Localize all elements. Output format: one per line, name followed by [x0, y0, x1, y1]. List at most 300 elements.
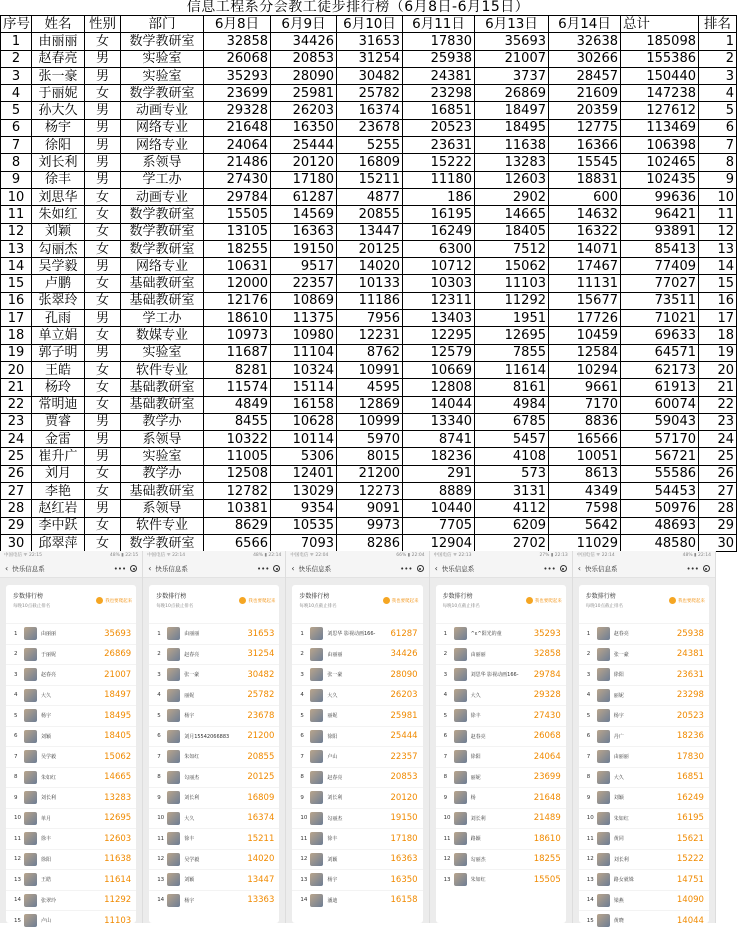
leaderboard-row[interactable] — [149, 890, 279, 911]
user-name: 杨宇 — [184, 897, 195, 904]
table-cell: 18255 — [204, 240, 271, 257]
rank-number: 3 — [443, 671, 448, 678]
table-cell: 10133 — [337, 275, 403, 292]
leaderboard-row[interactable] — [6, 808, 136, 829]
table-cell: 9517 — [271, 258, 337, 275]
back-arrow-icon[interactable]: ‹ — [291, 564, 295, 573]
table-cell: 19 — [1, 344, 32, 361]
rank-number: 11 — [586, 835, 594, 842]
avatar — [454, 832, 467, 845]
leaderboard-row[interactable] — [579, 746, 709, 767]
rank-number: 10 — [586, 815, 594, 822]
table-row — [1, 50, 737, 67]
step-count: 26203 — [390, 690, 418, 701]
encourage-button[interactable] — [96, 597, 132, 604]
table-cell: 学工办 — [121, 171, 204, 188]
table-cell: 30482 — [337, 67, 403, 84]
table-cell: 金雷 — [32, 431, 85, 448]
table-cell: 女 — [85, 396, 121, 413]
step-count: 14090 — [676, 895, 704, 906]
step-count: 20855 — [247, 751, 275, 762]
leaderboard-row[interactable] — [6, 664, 136, 685]
table-cell: 29328 — [204, 102, 271, 119]
leaderboard-row[interactable] — [6, 726, 136, 747]
leaderboard-row[interactable] — [579, 910, 709, 931]
step-count: 19150 — [390, 813, 418, 824]
avatar — [310, 730, 323, 743]
rank-number: 9 — [443, 794, 448, 801]
step-count: 11614 — [104, 874, 132, 885]
leaderboard-row[interactable] — [6, 910, 136, 931]
table-cell: 60074 — [621, 396, 699, 413]
leaderboard-row[interactable] — [292, 767, 422, 788]
leaderboard-row[interactable] — [436, 787, 566, 808]
step-count: 16809 — [247, 792, 275, 803]
table-cell: 18495 — [475, 119, 549, 136]
table-cell: 5 — [1, 102, 32, 119]
table-cell: 7093 — [271, 534, 337, 551]
leaderboard-row[interactable] — [292, 808, 422, 829]
table-cell: 12782 — [204, 483, 271, 500]
leaderboard-row[interactable] — [149, 664, 279, 685]
more-dots-icon[interactable]: ••• — [543, 564, 556, 573]
table-cell: 99636 — [621, 188, 699, 205]
table-row — [1, 413, 737, 430]
leaderboard-row[interactable] — [579, 664, 709, 685]
leaderboard-row[interactable] — [292, 644, 422, 665]
leaderboard-row[interactable] — [292, 746, 422, 767]
leaderboard-row[interactable] — [149, 787, 279, 808]
close-target-icon[interactable] — [273, 565, 280, 572]
leaderboard-row[interactable] — [6, 746, 136, 767]
leaderboard-row[interactable] — [292, 869, 422, 890]
table-row — [1, 67, 737, 84]
step-count: 21007 — [104, 669, 132, 680]
avatar — [454, 812, 467, 825]
avatar — [310, 853, 323, 866]
avatar — [24, 730, 37, 743]
table-cell: 71021 — [621, 310, 699, 327]
coin-icon — [239, 597, 246, 604]
leaderboard-row[interactable] — [579, 828, 709, 849]
leaderboard-row[interactable] — [6, 787, 136, 808]
leaderboard-row[interactable] — [579, 767, 709, 788]
user-name: 张一豪 — [184, 672, 200, 679]
leaderboard-row[interactable] — [579, 623, 709, 644]
table-cell: 7512 — [475, 240, 549, 257]
table-cell: 25782 — [337, 85, 403, 102]
table-cell: 9 — [1, 171, 32, 188]
user-name: 张翠玲 — [41, 897, 57, 904]
table-row — [1, 431, 737, 448]
leaderboard-row[interactable] — [436, 746, 566, 767]
table-cell: 数学教研室 — [121, 223, 204, 240]
leaderboard-row[interactable] — [436, 849, 566, 870]
table-cell: 30 — [1, 534, 32, 551]
leaderboard-row[interactable] — [6, 623, 136, 644]
table-cell: 25 — [1, 448, 32, 465]
table-cell: 10535 — [271, 517, 337, 534]
phone-screen — [430, 551, 573, 923]
table-cell: 8762 — [337, 344, 403, 361]
leaderboard-row[interactable] — [436, 869, 566, 890]
step-count: 18497 — [104, 690, 132, 701]
col-header: 序号 — [1, 16, 32, 33]
table-cell: 12808 — [403, 379, 475, 396]
table-cell: 基础教研室 — [121, 275, 204, 292]
rank-number: 12 — [14, 856, 21, 863]
user-name: 赵春亮 — [470, 733, 486, 740]
card-title: 步数排行榜 — [299, 593, 330, 600]
leaderboard-row[interactable] — [579, 808, 709, 829]
user-name: 卢山 — [327, 754, 338, 761]
close-target-icon[interactable] — [703, 565, 710, 572]
table-cell: 600 — [549, 188, 621, 205]
table-cell: 男 — [85, 119, 121, 136]
table-cell: 数学教研室 — [121, 33, 204, 50]
leaderboard-row[interactable] — [149, 623, 279, 644]
table-cell: 徐丰 — [32, 171, 85, 188]
more-dots-icon[interactable]: ••• — [686, 564, 699, 573]
leaderboard-row[interactable] — [436, 664, 566, 685]
table-cell: 13029 — [271, 483, 337, 500]
card-header — [292, 585, 422, 623]
table-row — [1, 171, 737, 188]
table-cell: 16809 — [337, 154, 403, 171]
rank-number: 15 — [586, 917, 594, 924]
table-cell: 25444 — [271, 137, 337, 154]
table-cell: 5642 — [549, 517, 621, 534]
leaderboard-row[interactable] — [292, 849, 422, 870]
table-cell: 数学教研室 — [121, 85, 204, 102]
avatar — [24, 853, 37, 866]
user-name: 梁燕 — [613, 897, 624, 904]
leaderboard-row[interactable] — [6, 767, 136, 788]
leaderboard-row[interactable] — [292, 685, 422, 706]
leaderboard-row[interactable] — [149, 808, 279, 829]
table-cell: 男 — [85, 258, 121, 275]
table-row — [1, 137, 737, 154]
table-cell: 刘月 — [32, 465, 85, 482]
leaderboard-row[interactable] — [292, 623, 422, 644]
table-cell: 26203 — [271, 102, 337, 119]
leaderboard-row[interactable] — [292, 787, 422, 808]
table-cell: 12 — [1, 223, 32, 240]
leaderboard-row[interactable] — [149, 767, 279, 788]
leaderboard-row[interactable] — [149, 644, 279, 665]
table-cell: 31254 — [337, 50, 403, 67]
step-count: 20523 — [676, 710, 704, 721]
table-cell: 28 — [699, 500, 737, 517]
encourage-button[interactable] — [669, 597, 705, 604]
leaderboard-row[interactable] — [149, 705, 279, 726]
step-count: 23699 — [533, 772, 561, 783]
back-arrow-icon[interactable]: ‹ — [577, 564, 581, 573]
rank-number: 9 — [586, 794, 591, 801]
step-count: 61287 — [390, 628, 418, 639]
avatar — [454, 668, 467, 681]
step-count: 29784 — [533, 669, 561, 680]
table-cell: 8161 — [475, 379, 549, 396]
back-arrow-icon[interactable]: ‹ — [5, 564, 9, 573]
leaderboard-row[interactable] — [149, 869, 279, 890]
rank-number: 3 — [157, 671, 161, 678]
avatar — [24, 832, 37, 845]
table-cell: 48580 — [621, 534, 699, 551]
back-arrow-icon[interactable]: ‹ — [148, 564, 152, 573]
leaderboard-row[interactable] — [292, 705, 422, 726]
nav-title: 快乐信息系 — [584, 565, 618, 573]
encourage-button[interactable] — [383, 597, 419, 604]
leaderboard-row[interactable] — [292, 664, 422, 685]
table-cell: 张翠玲 — [32, 292, 85, 309]
avatar — [310, 894, 323, 907]
table-cell: 10712 — [403, 258, 475, 275]
table-cell: 10324 — [271, 361, 337, 378]
leaderboard-row[interactable] — [579, 869, 709, 890]
table-cell: 20125 — [337, 240, 403, 257]
step-count: 24381 — [676, 649, 704, 660]
table-cell: 20120 — [271, 154, 337, 171]
avatar — [597, 668, 610, 681]
avatar — [310, 750, 323, 763]
avatar — [24, 771, 37, 784]
leaderboard-row[interactable] — [579, 705, 709, 726]
user-name: 大久 — [41, 692, 52, 699]
leaderboard-row[interactable] — [6, 705, 136, 726]
step-count: 25782 — [247, 690, 275, 701]
leaderboard-row[interactable] — [6, 890, 136, 911]
avatar — [597, 812, 610, 825]
table-cell: 29 — [699, 517, 737, 534]
table-cell: 54453 — [621, 483, 699, 500]
more-dots-icon[interactable]: ••• — [256, 564, 270, 573]
leaderboard-row[interactable] — [292, 828, 422, 849]
nav-bar — [143, 560, 285, 578]
rank-number: 12 — [157, 856, 165, 863]
leaderboard-row[interactable] — [579, 849, 709, 870]
table-cell: 18831 — [549, 171, 621, 188]
leaderboard-row[interactable] — [579, 644, 709, 665]
table-cell: 10440 — [403, 500, 475, 517]
table-cell: 12231 — [337, 327, 403, 344]
leaderboard-row[interactable] — [149, 726, 279, 747]
avatar — [454, 750, 467, 763]
status-bar — [143, 551, 285, 560]
user-name: 路女就姝 — [613, 877, 634, 884]
table-cell: 女 — [85, 292, 121, 309]
table-row — [1, 85, 737, 102]
leaderboard-row[interactable] — [579, 726, 709, 747]
table-cell: 教学办 — [121, 465, 204, 482]
table-cell: 12584 — [549, 344, 621, 361]
leaderboard-card — [292, 585, 422, 923]
leaderboard-row[interactable] — [149, 685, 279, 706]
table-cell: 20523 — [403, 119, 475, 136]
step-count: 18610 — [533, 833, 561, 844]
user-name: 吴学毅 — [184, 856, 200, 863]
leaderboard-row[interactable] — [292, 726, 422, 747]
col-header: 排名 — [699, 16, 737, 33]
user-name: 刘思华 影视动画166- — [327, 631, 376, 638]
table-cell: 李中跃 — [32, 517, 85, 534]
table-cell: 男 — [85, 500, 121, 517]
table-cell: 郭子明 — [32, 344, 85, 361]
leaderboard-row[interactable] — [292, 890, 422, 911]
nav-bar — [286, 560, 428, 578]
leaderboard-row[interactable] — [436, 828, 566, 849]
table-cell: 14665 — [475, 206, 549, 223]
leaderboard-row[interactable] — [6, 849, 136, 870]
card-subtitle: 每晚10点截止排名 — [442, 604, 480, 609]
table-cell: 13447 — [337, 223, 403, 240]
table-cell: 20853 — [271, 50, 337, 67]
table-cell: 邱翠萍 — [32, 534, 85, 551]
table-cell: 55586 — [621, 465, 699, 482]
table-cell: 6785 — [475, 413, 549, 430]
table-cell: 35693 — [475, 33, 549, 50]
avatar — [167, 689, 180, 702]
table-cell: 25938 — [403, 50, 475, 67]
step-count: 21200 — [247, 731, 275, 742]
user-name: 王皓 — [41, 877, 52, 884]
leaderboard-row[interactable] — [436, 623, 566, 644]
table-cell: 16374 — [337, 102, 403, 119]
leaderboard-row[interactable] — [579, 787, 709, 808]
more-dots-icon[interactable]: ••• — [113, 564, 127, 573]
table-cell: 15545 — [549, 154, 621, 171]
leaderboard-row[interactable] — [436, 808, 566, 829]
table-cell: 由丽丽 — [32, 33, 85, 50]
close-target-icon[interactable] — [560, 565, 567, 572]
rank-number: 9 — [14, 794, 18, 801]
leaderboard-row[interactable] — [149, 828, 279, 849]
step-count: 26869 — [104, 649, 132, 660]
col-header: 性别 — [85, 16, 121, 33]
table-cell: 男 — [85, 154, 121, 171]
table-cell: 动画专业 — [121, 188, 204, 205]
table-cell: 11375 — [271, 310, 337, 327]
rank-number: 4 — [300, 692, 304, 699]
step-count: 16363 — [390, 854, 418, 865]
table-cell: 11104 — [271, 344, 337, 361]
rank-number: 2 — [300, 651, 304, 658]
leaderboard-row[interactable] — [6, 644, 136, 665]
leaderboard-row[interactable] — [579, 890, 709, 911]
encourage-button[interactable] — [239, 597, 275, 604]
step-count: 25938 — [676, 628, 704, 639]
table-cell: 32638 — [549, 33, 621, 50]
table-cell: 15211 — [337, 171, 403, 188]
leaderboard-row[interactable] — [149, 849, 279, 870]
table-cell: 9354 — [271, 500, 337, 517]
table-row — [1, 188, 737, 205]
leaderboard-row[interactable] — [149, 746, 279, 767]
table-cell: 软件专业 — [121, 361, 204, 378]
table-cell: 2 — [1, 50, 32, 67]
rank-number: 10 — [14, 815, 21, 822]
table-cell: 21 — [699, 379, 737, 396]
user-name: 丹广 — [613, 733, 624, 740]
table-cell: 基础教研室 — [121, 396, 204, 413]
encourage-button[interactable] — [526, 597, 562, 604]
leaderboard-row[interactable] — [436, 644, 566, 665]
leaderboard-card — [149, 585, 279, 923]
step-count: 26068 — [533, 731, 561, 742]
table-cell: 女 — [85, 361, 121, 378]
table-row — [1, 240, 737, 257]
rank-number: 1 — [14, 630, 18, 637]
leaderboard-row[interactable] — [6, 828, 136, 849]
card-subtitle: 每晚10点截止排名 — [13, 604, 51, 609]
rank-number: 11 — [14, 835, 21, 842]
table-cell: 卢鹏 — [32, 275, 85, 292]
card-subtitle: 每晚10点截止排名 — [299, 604, 337, 609]
avatar — [24, 709, 37, 722]
leaderboard-row[interactable] — [436, 705, 566, 726]
table-cell: 22 — [1, 396, 32, 413]
table-cell: 7956 — [337, 310, 403, 327]
table-cell: 77409 — [621, 258, 699, 275]
user-name: 于丽妮 — [41, 651, 57, 658]
leaderboard-row[interactable] — [436, 685, 566, 706]
card-subtitle: 每晚10点截止排名 — [156, 604, 194, 609]
step-count: 29328 — [533, 690, 561, 701]
leaderboard-row[interactable] — [6, 685, 136, 706]
table-cell: 19150 — [271, 240, 337, 257]
back-arrow-icon[interactable]: ‹ — [434, 564, 438, 573]
table-cell: 10051 — [549, 448, 621, 465]
table-cell: 59043 — [621, 413, 699, 430]
table-cell: 9 — [699, 171, 737, 188]
table-cell: 16366 — [549, 137, 621, 154]
user-name: 朱如红 — [470, 877, 486, 884]
close-target-icon[interactable] — [417, 565, 424, 572]
table-cell: 2 — [699, 50, 737, 67]
leaderboard-row[interactable] — [436, 767, 566, 788]
table-cell: 男 — [85, 50, 121, 67]
coin-icon — [383, 597, 390, 604]
step-count: 31653 — [247, 628, 275, 639]
table-cell: 21200 — [337, 465, 403, 482]
table-cell: 16566 — [549, 431, 621, 448]
table-cell: 女 — [85, 85, 121, 102]
nav-title: 快乐信息系 — [298, 565, 332, 573]
user-name: 徐丰 — [41, 836, 52, 843]
table-cell: 8613 — [549, 465, 621, 482]
avatar — [597, 873, 610, 886]
table-cell: 1951 — [475, 310, 549, 327]
leaderboard-row[interactable] — [436, 726, 566, 747]
close-target-icon[interactable] — [130, 565, 137, 572]
table-cell: 男 — [85, 67, 121, 84]
avatar — [167, 750, 180, 763]
avatar — [597, 894, 610, 907]
rank-number: 13 — [443, 876, 451, 883]
table-cell: 20855 — [337, 206, 403, 223]
leaderboard-row[interactable] — [579, 685, 709, 706]
table-row — [1, 465, 737, 482]
table-cell: 4 — [1, 85, 32, 102]
more-dots-icon[interactable]: ••• — [400, 564, 413, 573]
table-cell: 12000 — [204, 275, 271, 292]
avatar — [310, 668, 323, 681]
table-cell: 男 — [85, 413, 121, 430]
leaderboard-row[interactable] — [6, 869, 136, 890]
table-cell: 23699 — [204, 85, 271, 102]
user-name: 勾丽杰 — [327, 815, 343, 822]
nav-title: 快乐信息系 — [441, 565, 475, 573]
